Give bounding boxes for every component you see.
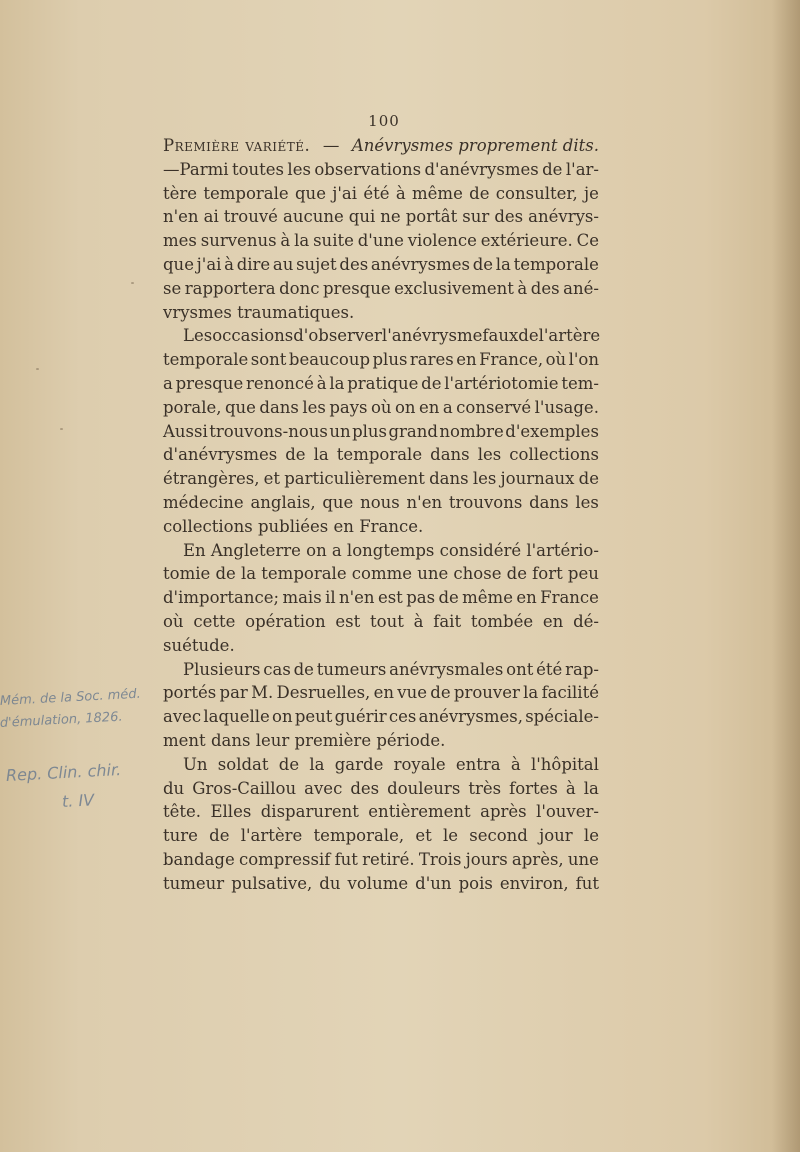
word: d'importance; <box>163 588 280 608</box>
word: porale, <box>163 397 222 417</box>
word: rapportera <box>184 278 276 298</box>
word: et <box>415 826 432 846</box>
word: à <box>280 231 291 251</box>
word: j'ai <box>196 254 222 274</box>
word: de <box>469 183 490 203</box>
word: pois <box>458 873 493 893</box>
word: très <box>468 778 502 798</box>
word: En <box>183 540 206 560</box>
word: leur <box>255 730 290 750</box>
word: de <box>215 564 236 584</box>
word: tomie <box>163 564 211 584</box>
word: survenus <box>200 231 277 251</box>
word: suite <box>313 231 354 251</box>
word: la <box>495 254 511 274</box>
word: temporale <box>336 445 423 465</box>
word: l'on <box>568 350 599 370</box>
word: consulter, <box>495 183 578 203</box>
word: Aussi <box>163 421 208 441</box>
paper-speck <box>60 428 63 430</box>
word: en <box>373 683 394 703</box>
word: ces <box>388 707 417 727</box>
word: où <box>163 611 184 631</box>
margin-note: Mém. de la Soc. méd. <box>0 686 142 709</box>
text-line <box>163 681 599 705</box>
word: anglais, <box>250 492 316 512</box>
word: laquelle <box>203 707 270 727</box>
paper-speck <box>36 368 39 370</box>
text-line <box>163 253 599 277</box>
word: a <box>442 397 453 417</box>
word: la <box>309 754 325 774</box>
word: particulièrement <box>284 469 425 489</box>
word: second <box>469 826 528 846</box>
word: est <box>377 588 403 608</box>
word: d'anévrysmes <box>424 159 539 179</box>
word: publiées <box>257 516 329 536</box>
word: guérir <box>334 707 387 727</box>
word: une <box>417 564 449 584</box>
word: que <box>322 492 354 512</box>
word: a <box>163 373 173 393</box>
word: que <box>163 254 194 274</box>
word: la <box>523 683 539 703</box>
word: Angleterre <box>210 540 301 560</box>
word: de <box>518 326 539 346</box>
word: douleurs <box>387 778 461 798</box>
word: rares <box>409 350 454 370</box>
word: plus <box>372 350 408 370</box>
word: des <box>350 778 380 798</box>
word: après <box>480 802 527 822</box>
word: après, <box>511 849 564 869</box>
word: par <box>219 683 248 703</box>
word: l'artère <box>538 326 601 346</box>
word: grand <box>388 421 438 441</box>
word: extérieure. <box>480 231 573 251</box>
word: et <box>263 469 281 489</box>
word: environ, <box>499 873 569 893</box>
word: exclusivement <box>394 278 514 298</box>
word: cas <box>263 659 291 679</box>
word: soldat <box>217 754 269 774</box>
word: de <box>278 754 300 774</box>
word: tombée <box>470 611 534 631</box>
word: du <box>319 873 341 893</box>
word: en <box>516 588 537 608</box>
word: plus <box>352 421 387 441</box>
word: la <box>583 778 599 798</box>
text-line <box>163 491 599 515</box>
body-text <box>163 134 599 896</box>
word: ai <box>203 207 219 227</box>
word: de <box>578 469 599 489</box>
word: considéré <box>439 540 522 560</box>
word: en <box>542 611 564 631</box>
word: pratique <box>347 373 419 393</box>
word: facilité <box>541 683 599 703</box>
text-line <box>163 348 599 372</box>
text-line <box>163 515 599 539</box>
text-line <box>163 372 599 396</box>
text-lines <box>163 158 599 896</box>
word: collections <box>509 445 599 465</box>
word: Plusieurs <box>183 659 261 679</box>
page-edge-shadow <box>772 0 800 1152</box>
word: un <box>329 421 351 441</box>
word: suétude. <box>163 635 235 655</box>
word: Desruelles, <box>276 683 371 703</box>
word: volume <box>347 873 409 893</box>
word: à <box>413 611 424 631</box>
word: à <box>565 778 576 798</box>
word: entièrement <box>368 802 471 822</box>
word: occasions <box>212 326 294 346</box>
word: cette <box>193 611 236 631</box>
word: de <box>472 254 494 274</box>
word: en <box>456 350 477 370</box>
word: même <box>462 588 513 608</box>
word: des <box>494 207 524 227</box>
word: même <box>412 183 463 203</box>
word: peu <box>567 564 599 584</box>
word: on <box>394 397 416 417</box>
word: l'anévrysme <box>381 326 483 346</box>
word: donc <box>279 278 320 298</box>
word: longtemps <box>346 540 435 560</box>
text-line <box>163 562 599 586</box>
word: rap- <box>565 659 599 679</box>
word: en <box>333 516 354 536</box>
word: n'en <box>163 207 199 227</box>
word: mes <box>163 231 197 251</box>
word: à <box>517 278 528 298</box>
word: l'artério- <box>526 540 599 560</box>
word: retiré. <box>362 849 415 869</box>
text-line <box>163 824 599 848</box>
word: anévrysmes <box>370 254 470 274</box>
word: du <box>163 778 185 798</box>
word: entra <box>455 754 501 774</box>
word: la <box>329 373 345 393</box>
word: temporale <box>261 564 347 584</box>
text-line <box>163 205 599 229</box>
text-line <box>163 658 599 682</box>
word: d'un <box>415 873 452 893</box>
word: France <box>540 588 599 608</box>
word: il <box>325 588 336 608</box>
word: renoncé <box>246 373 314 393</box>
word: on <box>306 540 327 560</box>
word: à <box>224 254 234 274</box>
word: l'artériotomie <box>444 373 559 393</box>
word: dé- <box>573 611 599 631</box>
word: royale <box>393 754 446 774</box>
word: les <box>472 469 497 489</box>
word: temporale <box>203 183 289 203</box>
word: fortes <box>509 778 558 798</box>
word: tem- <box>561 373 599 393</box>
word: à <box>316 373 327 393</box>
word: vue <box>397 683 427 703</box>
text-line <box>163 872 599 896</box>
word: à <box>395 183 406 203</box>
text-line <box>163 443 599 467</box>
word: l'ouver- <box>536 802 599 822</box>
word: période. <box>376 730 446 750</box>
word: que <box>224 397 256 417</box>
word: les <box>477 445 502 465</box>
word: mais <box>282 588 322 608</box>
word: d'observer <box>293 326 382 346</box>
word: a <box>331 540 342 560</box>
word: tout <box>370 611 404 631</box>
text-line <box>163 753 599 777</box>
word: peut <box>294 707 333 727</box>
word: où <box>370 397 392 417</box>
word: temporale <box>513 254 599 274</box>
word: dans <box>529 492 569 512</box>
word: Trois <box>418 849 462 869</box>
word: l'usage. <box>534 397 599 417</box>
text-line <box>163 229 599 253</box>
word: journaux <box>500 469 575 489</box>
word: d'une <box>357 231 404 251</box>
word: spéciale- <box>525 707 599 727</box>
word: une <box>567 849 599 869</box>
word: avec <box>163 707 202 727</box>
word: Ce <box>576 231 599 251</box>
word: le <box>583 826 599 846</box>
word: Un <box>183 754 208 774</box>
text-line <box>163 277 599 301</box>
word: de <box>285 445 306 465</box>
word: ané- <box>563 278 599 298</box>
text-line <box>163 729 599 753</box>
word: on <box>272 707 293 727</box>
word: fut <box>334 849 358 869</box>
word: est <box>335 611 361 631</box>
text-line <box>163 301 599 325</box>
heading-dash: — <box>322 136 340 155</box>
word: France, <box>479 350 544 370</box>
word: pulsative, <box>231 873 313 893</box>
word: beaucoup <box>288 350 371 370</box>
word: pas <box>406 588 436 608</box>
word: de <box>421 373 442 393</box>
word: fait <box>433 611 462 631</box>
word: sur <box>462 207 490 227</box>
word: tête. <box>163 802 202 822</box>
word: que <box>295 183 326 203</box>
text-line <box>163 182 599 206</box>
word: les <box>575 492 599 512</box>
text-line <box>163 777 599 801</box>
word: le <box>442 826 459 846</box>
word: n'en <box>406 492 443 512</box>
word: nous <box>360 492 400 512</box>
word: presque <box>323 278 391 298</box>
word: M. <box>251 683 274 703</box>
word: jours <box>465 849 508 869</box>
word: ment <box>163 730 206 750</box>
word: traumatiques. <box>237 302 355 322</box>
word: violence <box>407 231 477 251</box>
text-line <box>163 800 599 824</box>
word: de <box>430 683 451 703</box>
word: trouvé <box>223 207 278 227</box>
word: je <box>584 183 599 203</box>
heading-italic: Anévrysmes proprement dits. <box>351 136 599 155</box>
word: d'anévrysmes <box>163 445 278 465</box>
word: Les <box>183 326 213 346</box>
word: de <box>209 826 230 846</box>
word: faux <box>482 326 519 346</box>
word: dans <box>210 730 251 750</box>
word: aucune <box>283 207 344 227</box>
word: ne <box>380 207 401 227</box>
word: tère <box>163 183 198 203</box>
text-line <box>163 158 599 182</box>
word: tumeurs <box>316 659 387 679</box>
word: toutes <box>231 159 284 179</box>
word: observations <box>314 159 422 179</box>
text-line <box>163 610 599 634</box>
word: temporale, <box>313 826 405 846</box>
text-line <box>163 420 599 444</box>
heading-smallcaps: Première variété. <box>163 136 311 155</box>
word: garde <box>334 754 384 774</box>
text-line <box>163 467 599 491</box>
page-number: 100 <box>368 112 400 130</box>
word: n'en <box>339 588 375 608</box>
word: Elles <box>210 802 252 822</box>
word: l'ar- <box>565 159 599 179</box>
word: Gros-Caillou <box>192 778 297 798</box>
word: étrangères, <box>163 469 260 489</box>
text-line <box>163 634 599 658</box>
text-line <box>163 539 599 563</box>
word: sont <box>250 350 287 370</box>
word: vrysmes <box>163 302 232 322</box>
word: France. <box>359 516 424 536</box>
word: des <box>339 254 369 274</box>
word: au <box>272 254 294 274</box>
word: à <box>510 754 521 774</box>
section-heading <box>163 134 599 158</box>
word: se <box>163 278 182 298</box>
word: fut <box>575 873 599 893</box>
word: de <box>542 159 563 179</box>
word: temporale <box>163 350 249 370</box>
word: sujet <box>296 254 337 274</box>
margin-note: t. IV <box>61 790 95 811</box>
word: pays <box>329 397 368 417</box>
word: bandage <box>163 849 235 869</box>
word: opération <box>245 611 326 631</box>
word: anévrys- <box>528 207 599 227</box>
word: des <box>530 278 560 298</box>
text-line <box>163 848 599 872</box>
word: conservé <box>456 397 532 417</box>
word: d'exemples <box>505 421 599 441</box>
word: dans <box>430 445 470 465</box>
word: ont <box>506 659 534 679</box>
word: collections <box>163 516 253 536</box>
word: médecine <box>163 492 244 512</box>
word: portât <box>405 207 458 227</box>
word: l'artère <box>240 826 303 846</box>
word: anévrysmes, <box>418 707 523 727</box>
word: j'ai <box>332 183 358 203</box>
word: de <box>506 564 527 584</box>
word: fort <box>532 564 563 584</box>
word: première <box>294 730 372 750</box>
word: compressif <box>238 849 331 869</box>
text-line <box>163 586 599 610</box>
word: tumeur <box>163 873 225 893</box>
word: de <box>438 588 459 608</box>
word: nombre <box>439 421 504 441</box>
word: —Parmi <box>163 159 229 179</box>
text-line <box>163 324 599 348</box>
word: été <box>363 183 390 203</box>
word: la <box>240 564 257 584</box>
word: où <box>545 350 567 370</box>
word: de <box>293 659 314 679</box>
word: dire <box>236 254 271 274</box>
word: qui <box>348 207 376 227</box>
word: trouvons-nous <box>209 421 328 441</box>
word: les <box>287 159 311 179</box>
word: anévrysmales <box>389 659 504 679</box>
word: l'hôpital <box>530 754 599 774</box>
word: la <box>294 231 310 251</box>
text-line <box>163 396 599 420</box>
word: dans <box>259 397 299 417</box>
word: presque <box>175 373 244 393</box>
word: les <box>302 397 326 417</box>
word: portés <box>163 683 217 703</box>
word: été <box>536 659 563 679</box>
word: la <box>313 445 329 465</box>
word: jour <box>539 826 573 846</box>
word: prouver <box>453 683 520 703</box>
word: comme <box>351 564 413 584</box>
word: trouvons <box>448 492 523 512</box>
text-line <box>163 705 599 729</box>
word: ture <box>163 826 198 846</box>
word: dans <box>429 469 469 489</box>
margin-note: d'émulation, 1826. <box>0 709 123 731</box>
word: en <box>419 397 440 417</box>
margin-note: Rep. Clin. chir. <box>5 759 122 785</box>
word: disparurent <box>260 802 359 822</box>
paper-speck <box>131 282 134 284</box>
word: chose <box>453 564 502 584</box>
word: avec <box>304 778 343 798</box>
